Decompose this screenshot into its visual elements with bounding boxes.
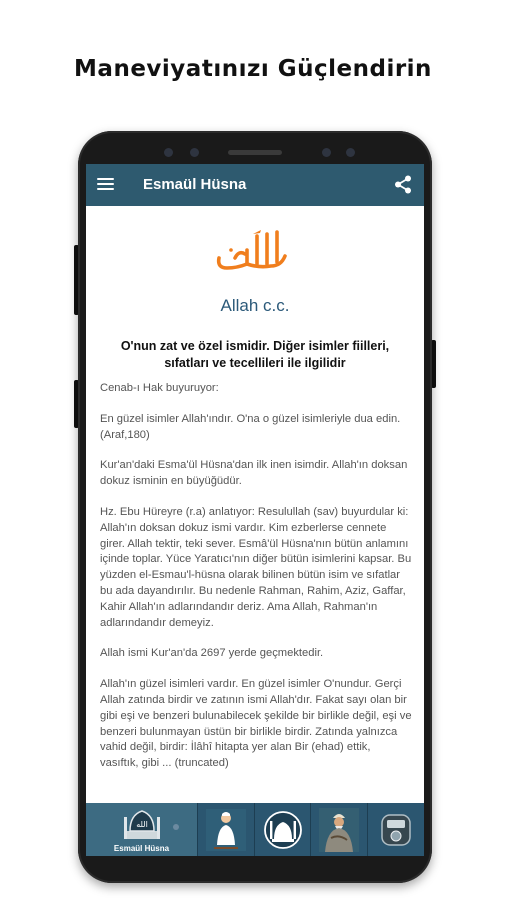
sensor-dot	[164, 148, 173, 157]
hamburger-menu-icon[interactable]	[97, 177, 114, 192]
svg-text:الله: الله	[136, 820, 148, 829]
praying-man-icon	[206, 809, 246, 851]
nav-dervish[interactable]	[311, 803, 368, 856]
bottom-navigation	[86, 803, 424, 856]
esmaul-husna-mosque-icon	[122, 807, 162, 841]
paragraph: Allah'ın güzel isimleri vardır. En güzel isimler O'nundur. Gerçi Allah zatında birdir ve zatının ismi Allah'dır. Fakat sayı olan bir gibi eşi ve benzeri bulunabilecek şekilde bir birlikle değil, eşi ve benzeri bulunmayan üstün bir birlikle birdir. Zatında yalnızca vahid değil, birdir: İlâhî hitapta yer alan Bir (ehad) ettik, vasıftık, gibi ... (truncated)	[100, 678, 412, 770]
content-area[interactable]	[86, 206, 424, 803]
nav-esmaul-husna[interactable]	[86, 803, 198, 856]
app-bar	[86, 164, 424, 206]
description-text	[100, 381, 412, 787]
paragraph: Hz. Ebu Hüreyre (r.a) anlatıyor: Resulullah (sav) buyurdular ki: Allah'ın doksan dokuz ismi vardır. Kim ezberlerse cennete girer. Allah tektir, teki sever. Esmâ'ül Hüsna'nın bütün anlamını içinde toplar. Yüce Yaratıcı'nın diğer bütün isimlerini kapsar. Bu yüzden el-Esmau'l-hüsna olarak bilinen bütün isim ve sıfatlar bu ada dayandırılır. Bu nedenle Rahman, Rahim, Aziz, Gaffar, Kahir Allah'ın adlarındandır deriz. Ama Allah, Rahman'ın adlarındandır demeyiz.	[100, 505, 412, 629]
dervish-man-icon	[319, 808, 359, 852]
paragraph: Kur'an'daki Esma'ül Hüsna'dan ilk inen isimdir. Allah'ın doksan dokuz isminin en büyüğüdür.	[100, 459, 408, 488]
paragraph: Cenab-ı Hak buyuruyor:	[100, 382, 219, 394]
paragraph: En güzel isimler Allah'ındır. O'na o güzel isimleriyle dua edin. (Araf,180)	[100, 412, 401, 441]
nav-tasbih[interactable]	[368, 803, 425, 856]
allah-calligraphy-icon	[213, 228, 297, 276]
front-camera	[322, 148, 331, 157]
name-title: Allah c.c.	[220, 296, 290, 315]
share-icon[interactable]	[394, 175, 412, 194]
sensor-dot	[346, 148, 355, 157]
tasbih-counter-icon	[378, 811, 414, 849]
nav-prayer[interactable]	[198, 803, 255, 856]
nav-label: Esmaül Hüsna	[113, 844, 170, 853]
promo-headline: Maneviyatınızı Güçlendirin	[74, 56, 432, 82]
app-screen	[86, 164, 424, 856]
paragraph: Allah ismi Kur'an'da 2697 yerde geçmektedir.	[100, 647, 324, 660]
mosque-dome-icon	[263, 809, 303, 851]
phone-frame	[78, 131, 432, 883]
phone-speaker	[228, 150, 282, 155]
nav-mosque[interactable]	[255, 803, 312, 856]
name-subtitle: O'nun zat ve özel ismidir. Diğer isimler fiilleri, sıfatları ve tecellileri ile ilgilidir	[120, 339, 390, 370]
small-plus-icon	[172, 823, 180, 831]
sensor-dot	[190, 148, 199, 157]
app-title: Esmaül Hüsna	[143, 176, 247, 193]
